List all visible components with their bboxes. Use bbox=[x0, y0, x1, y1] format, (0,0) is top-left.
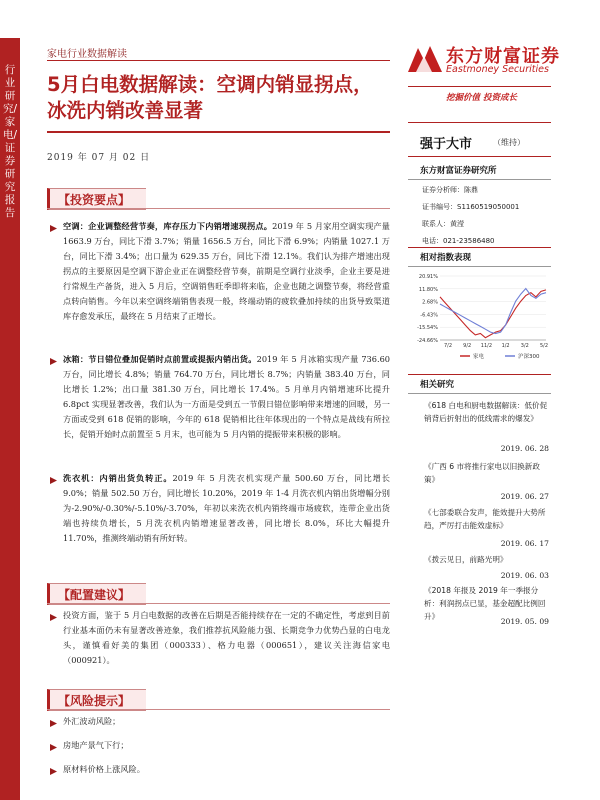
x-tick-label: 5/2 bbox=[539, 343, 549, 349]
divider bbox=[408, 156, 551, 157]
config-text: 投资方面，鉴于 5 月白电数据的改善在后期是否能持续存在一定的不确定性，考虑到目前行业基本面仍未有显著改善迹象，我们推荐抗风险能力强、长期竞争力优势凸显的白电龙头，谨慎看好美的集团（000333）、格力电器（000651），建议关注海信家电（000921）。 bbox=[63, 610, 390, 665]
divider bbox=[408, 374, 551, 375]
institute-name: 东方财富证券研究所 bbox=[420, 166, 497, 176]
section-heading-risk: 【风险提示】 bbox=[47, 689, 146, 711]
analyst: 证券分析师：陈鼎 bbox=[422, 186, 478, 194]
bullet-icon bbox=[50, 225, 57, 232]
divider bbox=[408, 122, 551, 123]
series-line bbox=[440, 289, 546, 334]
divider bbox=[47, 709, 390, 710]
rating-sub: （维持） bbox=[493, 138, 525, 147]
report-date: 2019 年 07 月 02 日 bbox=[47, 153, 151, 163]
divider bbox=[408, 247, 551, 248]
brand-name: 东方财富证券 bbox=[446, 46, 560, 67]
brand-logo-icon bbox=[406, 42, 444, 76]
y-tick-label: 11.80% bbox=[418, 286, 438, 293]
rating-label: 强于大市 bbox=[420, 137, 473, 152]
y-tick-label: 2.68% bbox=[422, 299, 438, 306]
series-line bbox=[440, 290, 546, 338]
report-category: 家电行业数据解读 bbox=[47, 49, 127, 60]
x-tick-label: 7/2 bbox=[443, 343, 453, 349]
bullet-icon bbox=[50, 358, 57, 365]
related-link[interactable]: 《2018 年报及 2019 年一季报分析：利润拐点已显，基金超配比例回升》 bbox=[424, 586, 546, 621]
y-tick-label: -6.43% bbox=[420, 312, 438, 319]
bullet-icon bbox=[50, 768, 57, 775]
related-link[interactable]: 《广西 6 市将推行家电以旧换新政策》 bbox=[424, 462, 540, 484]
bullet-icon bbox=[50, 720, 57, 727]
contact: 联系人：黄滢 bbox=[422, 220, 464, 228]
divider bbox=[47, 131, 390, 133]
brand-name-en: Eastmoney Securities bbox=[446, 64, 549, 75]
related-link[interactable]: 《拨云见日，前路光明》 bbox=[424, 555, 508, 564]
legend-label: 家电 bbox=[473, 354, 485, 360]
point-aircon: 空调：企业调整经营节奏，库存压力下内销增速现拐点。2019 年 5 月家用空调实现产量 1663.9 万台，同比下滑 3.7%；销量 1656.5 万台，同比下滑 6.9%；内销量 1027.1 万台，同比下滑 3.4%；出口量为 629.35 万台，同比下滑 12.1%。我们认为排产增速出现拐点的主要原因是空调下游企业正在调整经营节奏，前期是空调行业淡季，企业主要是进行常规生产备货，进入 5 月后，空调销售旺季即将来临，企业也随之调整节奏，将经营重点转向销售。今年以来空调终端销售表现一般，终端动销的疲软叠加持续的出货导致渠道库存愈发承压，最终在 5 月结束了正增长。 bbox=[63, 221, 390, 321]
x-tick-label: 3/2 bbox=[520, 343, 529, 349]
bullet-icon bbox=[50, 614, 57, 621]
section-heading-investment: 【投资要点】 bbox=[47, 188, 146, 210]
section-heading-config: 【配置建议】 bbox=[47, 583, 146, 605]
legend-label: 沪深300 bbox=[518, 354, 540, 360]
related-title: 相关研究 bbox=[420, 380, 455, 390]
y-tick-label: -24.66% bbox=[417, 338, 438, 344]
divider bbox=[47, 60, 390, 61]
brand-slogan: 挖掘价值 投资成长 bbox=[446, 93, 517, 103]
risk-item: 原材料价格上涨风险。 bbox=[63, 764, 145, 774]
report-title: 5月白电数据解读：空调内销显拐点，冰洗内销改善显著 bbox=[47, 73, 373, 122]
related-link[interactable]: 《618 白电和厨电数据解读：低价促销背后折射出的低线需求的爆发》 bbox=[424, 401, 548, 423]
related-date: 2019. 06. 03 bbox=[500, 571, 549, 580]
related-date: 2019. 06. 17 bbox=[500, 539, 549, 548]
related-date: 2019. 05. 09 bbox=[500, 617, 549, 626]
bullet-icon bbox=[50, 477, 57, 484]
relative-index-chart bbox=[410, 270, 552, 370]
bullet-icon bbox=[50, 744, 57, 751]
chart-title: 相对指数表现 bbox=[420, 253, 472, 263]
point-fridge: 冰箱：节日错位叠加促销时点前置或提振内销出货。2019 年 5 月冰箱实现产量 736.60 万台，同比增长 4.8%；销量 764.70 万台，同比增长 8.7%；内销量 383.40 万台，同比增长 1.2%；出口量 381.30 万台，同比增长 17.4%。5 月单月内销增速环比提升 6.8pct 实现显著改善，我们认为一方面是受到五一节假日错位影响带来增速的回暖，另一方面或受到 618 促销的影响，今年的 618 促销相比往年体现出的一个特点是战线有所拉长，促销开始时点前置至 5 月末，也可能为 5 月内销的提振带来积极的影响。 bbox=[63, 354, 390, 439]
related-link[interactable]: 《七部委联合发声，能效提升大势所趋，严厉打击能效虚标》 bbox=[424, 508, 546, 530]
divider bbox=[47, 603, 390, 604]
x-tick-label: 9/2 bbox=[463, 343, 472, 349]
point-washer: 洗衣机：内销出货负转正。2019 年 5 月洗衣机实现产量 500.60 万台，同比增长 9.0%；销量 502.50 万台，同比增长 10.20%，2019 年 1-4 月洗衣机内销出货增幅分别为-2.90%/-0.30%/-5.10%/-3.70%，年初以来洗衣机内销终端市场疲软，连带企业出货端也持续负增长，5 月洗衣机内销增速显著改善，同比增长 8.0%，环比大幅提升 11.70%，推测终端动销有所好转。 bbox=[63, 473, 390, 543]
x-tick-label: 11/2 bbox=[480, 343, 493, 349]
divider bbox=[408, 266, 551, 267]
y-tick-label: 20.91% bbox=[418, 274, 438, 280]
phone: 电话：021-23586480 bbox=[422, 237, 495, 245]
divider bbox=[408, 393, 551, 394]
risk-item: 外汇波动风险； bbox=[63, 716, 121, 726]
x-tick-label: 1/2 bbox=[501, 343, 510, 349]
y-tick-label: -15.54% bbox=[417, 325, 438, 332]
divider bbox=[47, 208, 390, 209]
related-date: 2019. 06. 27 bbox=[500, 492, 549, 501]
side-label: 行业研究/家电/证券研究报告 bbox=[2, 64, 18, 219]
risk-item: 房地产景气下行； bbox=[63, 740, 129, 750]
divider bbox=[408, 179, 551, 180]
related-date: 2019. 06. 28 bbox=[500, 444, 549, 453]
cert-number: 证书编号：S1160519050001 bbox=[422, 203, 520, 211]
divider bbox=[408, 86, 551, 87]
